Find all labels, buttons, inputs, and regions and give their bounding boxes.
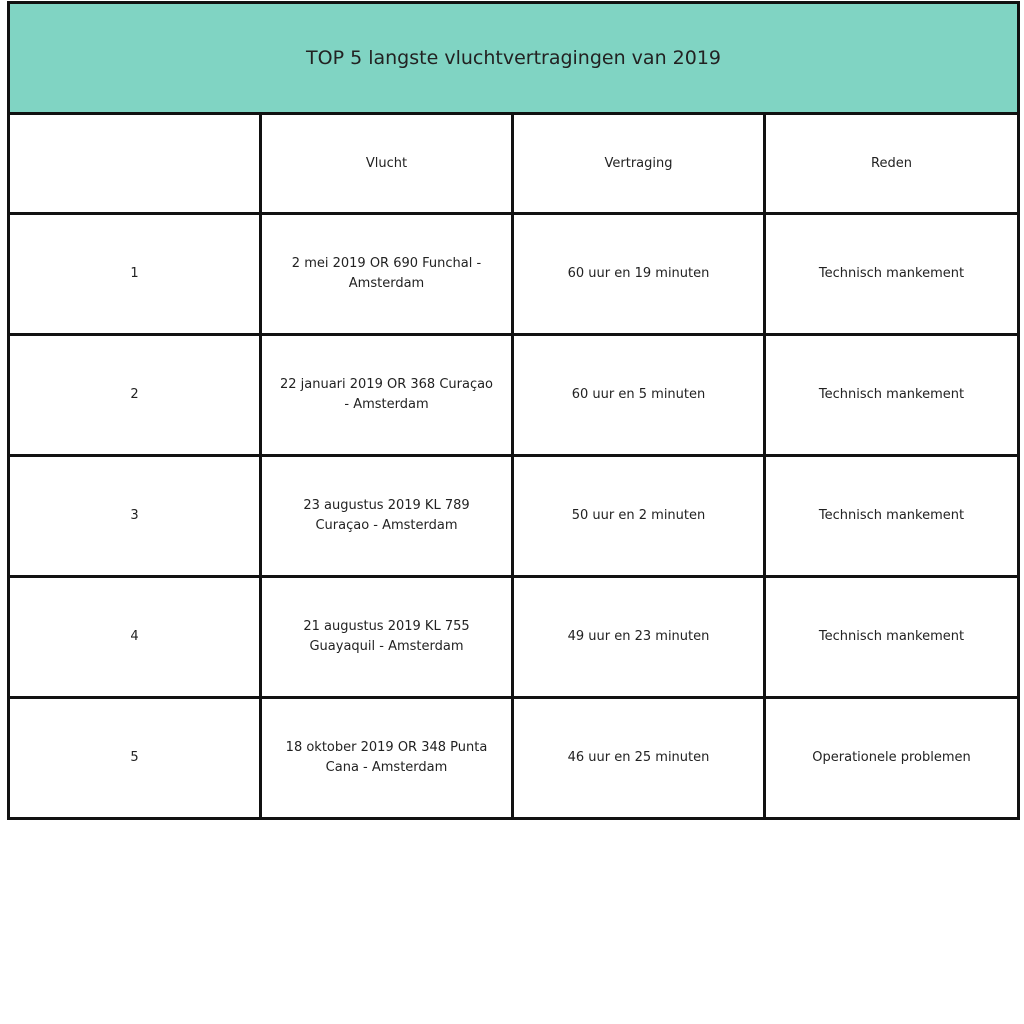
table-title: TOP 5 langste vluchtvertragingen van 2019 xyxy=(9,3,1019,114)
delay-cell: 50 uur en 2 minuten xyxy=(513,456,765,577)
reason-cell: Technisch mankement xyxy=(765,456,1019,577)
rank-cell: 1 xyxy=(9,214,261,335)
table-row xyxy=(9,335,1019,456)
reason-cell: Technisch mankement xyxy=(765,577,1019,698)
header-rank xyxy=(9,114,261,214)
delay-cell: 49 uur en 23 minuten xyxy=(513,577,765,698)
header-row xyxy=(9,114,1019,214)
flight-cell: 2 mei 2019 OR 690 Funchal - Amsterdam xyxy=(261,214,513,335)
header-delay: Vertraging xyxy=(513,114,765,214)
delay-cell: 46 uur en 25 minuten xyxy=(513,698,765,819)
flight-cell: 23 augustus 2019 KL 789 Curaçao - Amsterdam xyxy=(261,456,513,577)
header-reason: Reden xyxy=(765,114,1019,214)
rank-cell: 4 xyxy=(9,577,261,698)
flight-cell: 21 augustus 2019 KL 755 Guayaquil - Amsterdam xyxy=(261,577,513,698)
rank-cell: 3 xyxy=(9,456,261,577)
rank-cell: 2 xyxy=(9,335,261,456)
delays-table-container xyxy=(7,1,1017,820)
reason-cell: Operationele problemen xyxy=(765,698,1019,819)
header-flight: Vlucht xyxy=(261,114,513,214)
title-row xyxy=(9,3,1019,114)
table-row xyxy=(9,698,1019,819)
table-row xyxy=(9,577,1019,698)
reason-cell: Technisch mankement xyxy=(765,214,1019,335)
flight-cell: 22 januari 2019 OR 368 Curaçao - Amsterdam xyxy=(261,335,513,456)
delays-table xyxy=(7,1,1020,820)
table-row xyxy=(9,214,1019,335)
delay-cell: 60 uur en 19 minuten xyxy=(513,214,765,335)
rank-cell: 5 xyxy=(9,698,261,819)
table-row xyxy=(9,456,1019,577)
delay-cell: 60 uur en 5 minuten xyxy=(513,335,765,456)
flight-cell: 18 oktober 2019 OR 348 Punta Cana - Amsterdam xyxy=(261,698,513,819)
reason-cell: Technisch mankement xyxy=(765,335,1019,456)
